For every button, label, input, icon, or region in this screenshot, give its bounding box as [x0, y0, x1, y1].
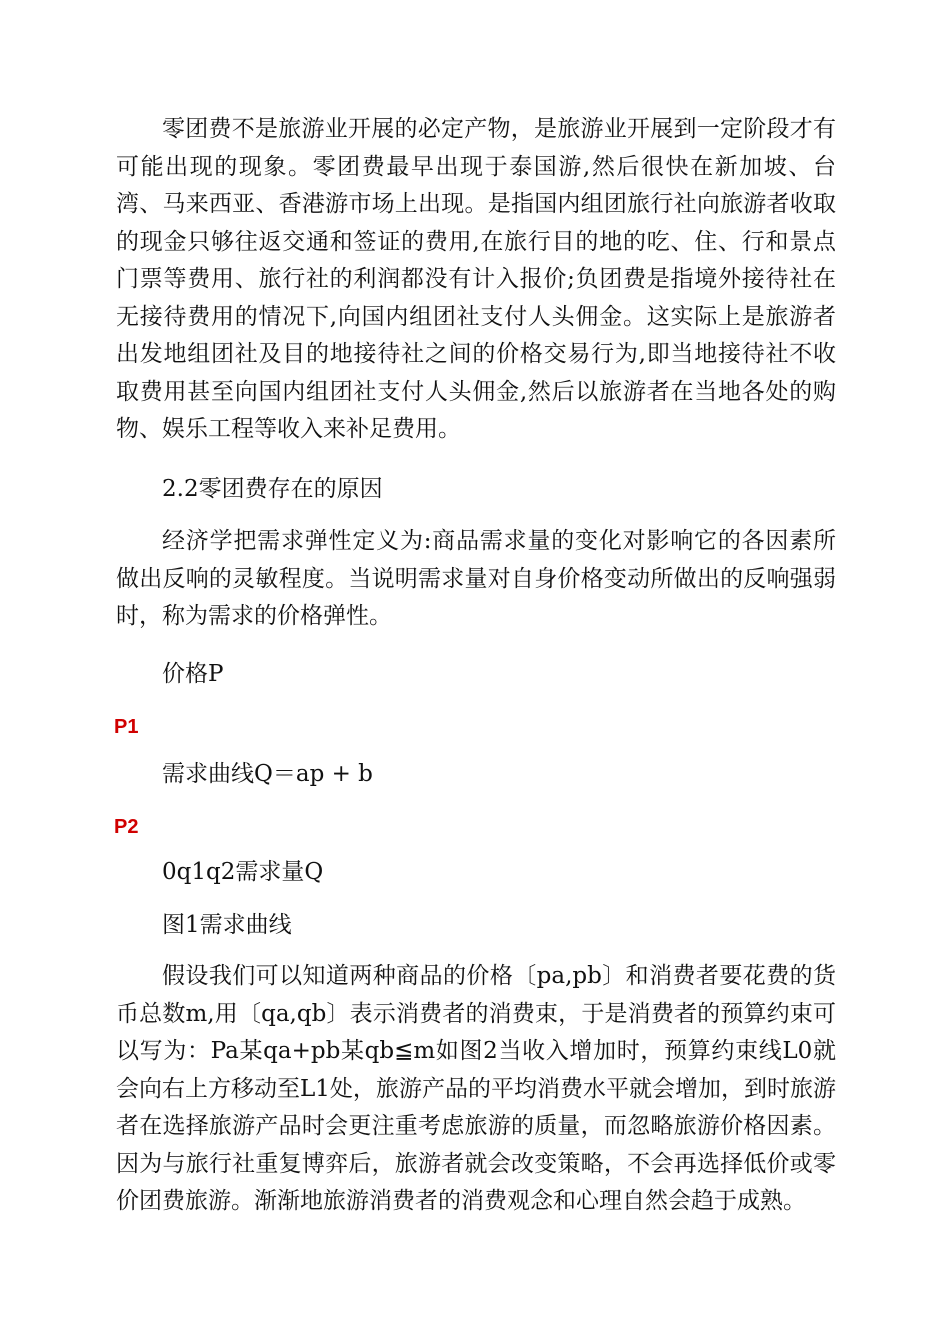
figure-marker-p2: P2: [114, 816, 139, 838]
paragraph-budget-constraint: 假设我们可以知道两种商品的价格〔pa,pb〕和消费者要花费的货币总数m,用〔qa,qb〕表示消费者的消费束，于是消费者的预算约束可以写为：Pa某qa+pb某qb≦m如图2当收入增加时，预算约束线L0就会向右上方移动至L1处，旅游产品的平均消费水平就会增加，到时旅游者在选择旅游产品时会更注重考虑旅游的质量，而忽略旅游价格因素。因为与旅行社重复博弈后，旅游者就会改变策略，不会再选择低价或零价团费旅游。渐渐地旅游消费者的消费观念和心理自然会趋于成熟。: [116, 963, 836, 1214]
figure-marker-p1: P1: [114, 716, 139, 738]
paragraph-demand-elasticity: 经济学把需求弹性定义为:商品需求量的变化对影响它的各因素所做出反响的灵敏程度。当说明需求量对自身价格变动所做出的反响强弱时，称为需求的价格弹性。: [116, 528, 836, 629]
figure-y-axis-label: 价格P: [162, 661, 224, 687]
figure-curve-label: 需求曲线Q＝ap + b: [162, 761, 373, 787]
paragraph-zero-fee-definition: 零团费不是旅游业开展的必定产物，是旅游业开展到一定阶段才有可能出现的现象。零团费最早出现于泰国游,然后很快在新加坡、台湾、马来西亚、香港游市场上出现。是指国内组团旅行社向旅游者收取的现金只够往返交通和签证的费用,在旅行目的地的吃、住、行和景点门票等费用、旅行社的利润都没有计入报价;负团费是指境外接待社在无接待费用的情况下,向国内组团社支付人头佣金。这实际上是旅游者出发地组团社及目的地接待社之间的价格交易行为,即当地接待社不收取费用甚至向国内组团社支付人头佣金,然后以旅游者在当地各处的购物、娱乐工程等收入来补足费用。: [116, 116, 836, 442]
figure-x-axis-label: 0q1q2需求量Q: [162, 859, 324, 885]
figure-caption: 图1需求曲线: [162, 912, 292, 938]
section-heading: 2.2零团费存在的原因: [162, 476, 383, 502]
